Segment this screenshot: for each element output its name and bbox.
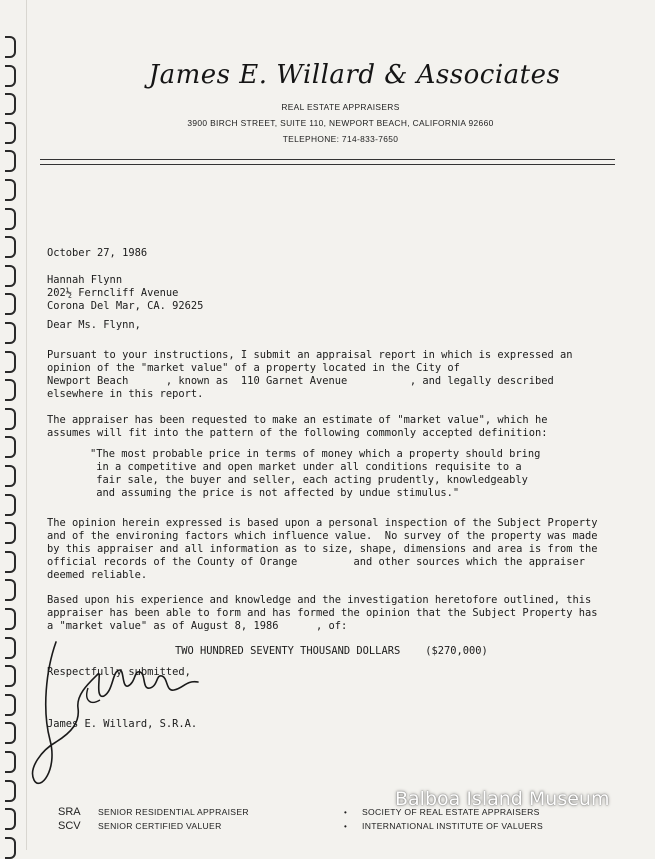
binding-ring xyxy=(5,551,16,573)
binding-ring xyxy=(5,36,16,58)
binding-ring xyxy=(5,637,16,659)
paragraph-instructions: Pursuant to your instructions, I submit an appraisal report in which is expressed an opinion of the "market value" of a property located in the City of Newport Beach , known as 110 Garnet Avenue , and legally described elsewhere in this report. xyxy=(47,349,573,400)
binding-ring xyxy=(5,694,16,716)
society-membership-1: SOCIETY OF REAL ESTATE APPRAISERS xyxy=(362,807,540,817)
paragraph-request: The appraiser has been requested to make an estimate of "market value", which he assumes will fit into the pattern of the following commonly accepted definition: xyxy=(47,414,548,439)
binding-ring xyxy=(5,665,16,687)
signature-scribble xyxy=(28,630,228,800)
recipient-name: Hannah Flynn xyxy=(47,274,123,286)
binding-ring xyxy=(5,122,16,144)
scv-description: SENIOR CERTIFIED VALUER xyxy=(98,821,222,831)
salutation: Dear Ms. Flynn, xyxy=(47,319,141,331)
firm-telephone: TELEPHONE: 714-833-7650 xyxy=(282,134,399,144)
binding-ring xyxy=(5,179,16,201)
recipient-street: 202½ Ferncliff Avenue xyxy=(47,287,179,299)
binding-ring xyxy=(5,293,16,315)
letterhead xyxy=(40,60,641,144)
binding-ring xyxy=(5,494,16,516)
paragraph-conclusion: Based upon his experience and knowledge and the investigation heretofore outlined, this appraiser has been able to form and has formed the opinion that the Subject Property has a "market value" as of August 8, 1986 , of: xyxy=(47,594,598,632)
closing: Respectfully submitted, xyxy=(47,666,191,678)
binding-ring xyxy=(5,351,16,373)
scv-abbreviation: SCV xyxy=(58,820,81,832)
page-edge xyxy=(26,0,27,850)
binding-ring xyxy=(5,522,16,544)
binding-ring xyxy=(5,65,16,87)
appraised-value: TWO HUNDRED SEVENTY THOUSAND DOLLARS ($270,000) xyxy=(175,645,488,657)
binding-ring xyxy=(5,408,16,430)
firm-name: James E. Willard & Associates xyxy=(148,60,561,90)
spiral-binding xyxy=(0,0,24,850)
binding-ring xyxy=(5,751,16,773)
letter-date: October 27, 1986 xyxy=(47,247,148,259)
market-value-definition: "The most probable price in terms of money which a property should bring in a competitive and open market under all conditions requisite to a fair sale, the buyer and seller, each acting prudently, knowledgeably and assuming the price is not affected by undue stimulus." xyxy=(90,448,541,499)
binding-ring xyxy=(5,579,16,601)
letterhead-rule-top xyxy=(40,159,615,160)
paragraph-opinion-basis: The opinion herein expressed is based upon a personal inspection of the Subject Property and of the environing factors which influence value. No survey of the property was made by this appraiser and all information as to size, shape, dimensions and area is from the official records of the County of Orange and other sources which the appraiser deemed reliable. xyxy=(47,517,598,581)
binding-ring xyxy=(5,436,16,458)
sra-abbreviation: SRA xyxy=(58,806,81,818)
binding-ring xyxy=(5,208,16,230)
binding-ring xyxy=(5,265,16,287)
binding-ring xyxy=(5,465,16,487)
binding-ring xyxy=(5,837,16,859)
recipient-city: Corona Del Mar, CA. 92625 xyxy=(47,300,204,312)
binding-ring xyxy=(5,379,16,401)
letterhead-rule-bottom xyxy=(40,164,615,165)
binding-ring xyxy=(5,322,16,344)
firm-tagline: REAL ESTATE APPRAISERS xyxy=(281,102,400,112)
footer-credentials xyxy=(52,806,612,834)
museum-watermark: Balboa Island Museum xyxy=(395,788,610,810)
binding-ring xyxy=(5,722,16,744)
binding-ring xyxy=(5,93,16,115)
society-membership-2: INTERNATIONAL INSTITUTE OF VALUERS xyxy=(362,821,543,831)
binding-ring xyxy=(5,780,16,802)
sra-description: SENIOR RESIDENTIAL APPRAISER xyxy=(98,807,249,817)
bullet-icon: • xyxy=(344,808,347,817)
bullet-icon: • xyxy=(344,822,347,831)
binding-ring xyxy=(5,150,16,172)
binding-ring xyxy=(5,236,16,258)
firm-address: 3900 BIRCH STREET, SUITE 110, NEWPORT BEACH, CALIFORNIA 92660 xyxy=(187,118,494,128)
binding-ring xyxy=(5,808,16,830)
binding-ring xyxy=(5,608,16,630)
signer-name: James E. Willard, S.R.A. xyxy=(47,718,198,730)
